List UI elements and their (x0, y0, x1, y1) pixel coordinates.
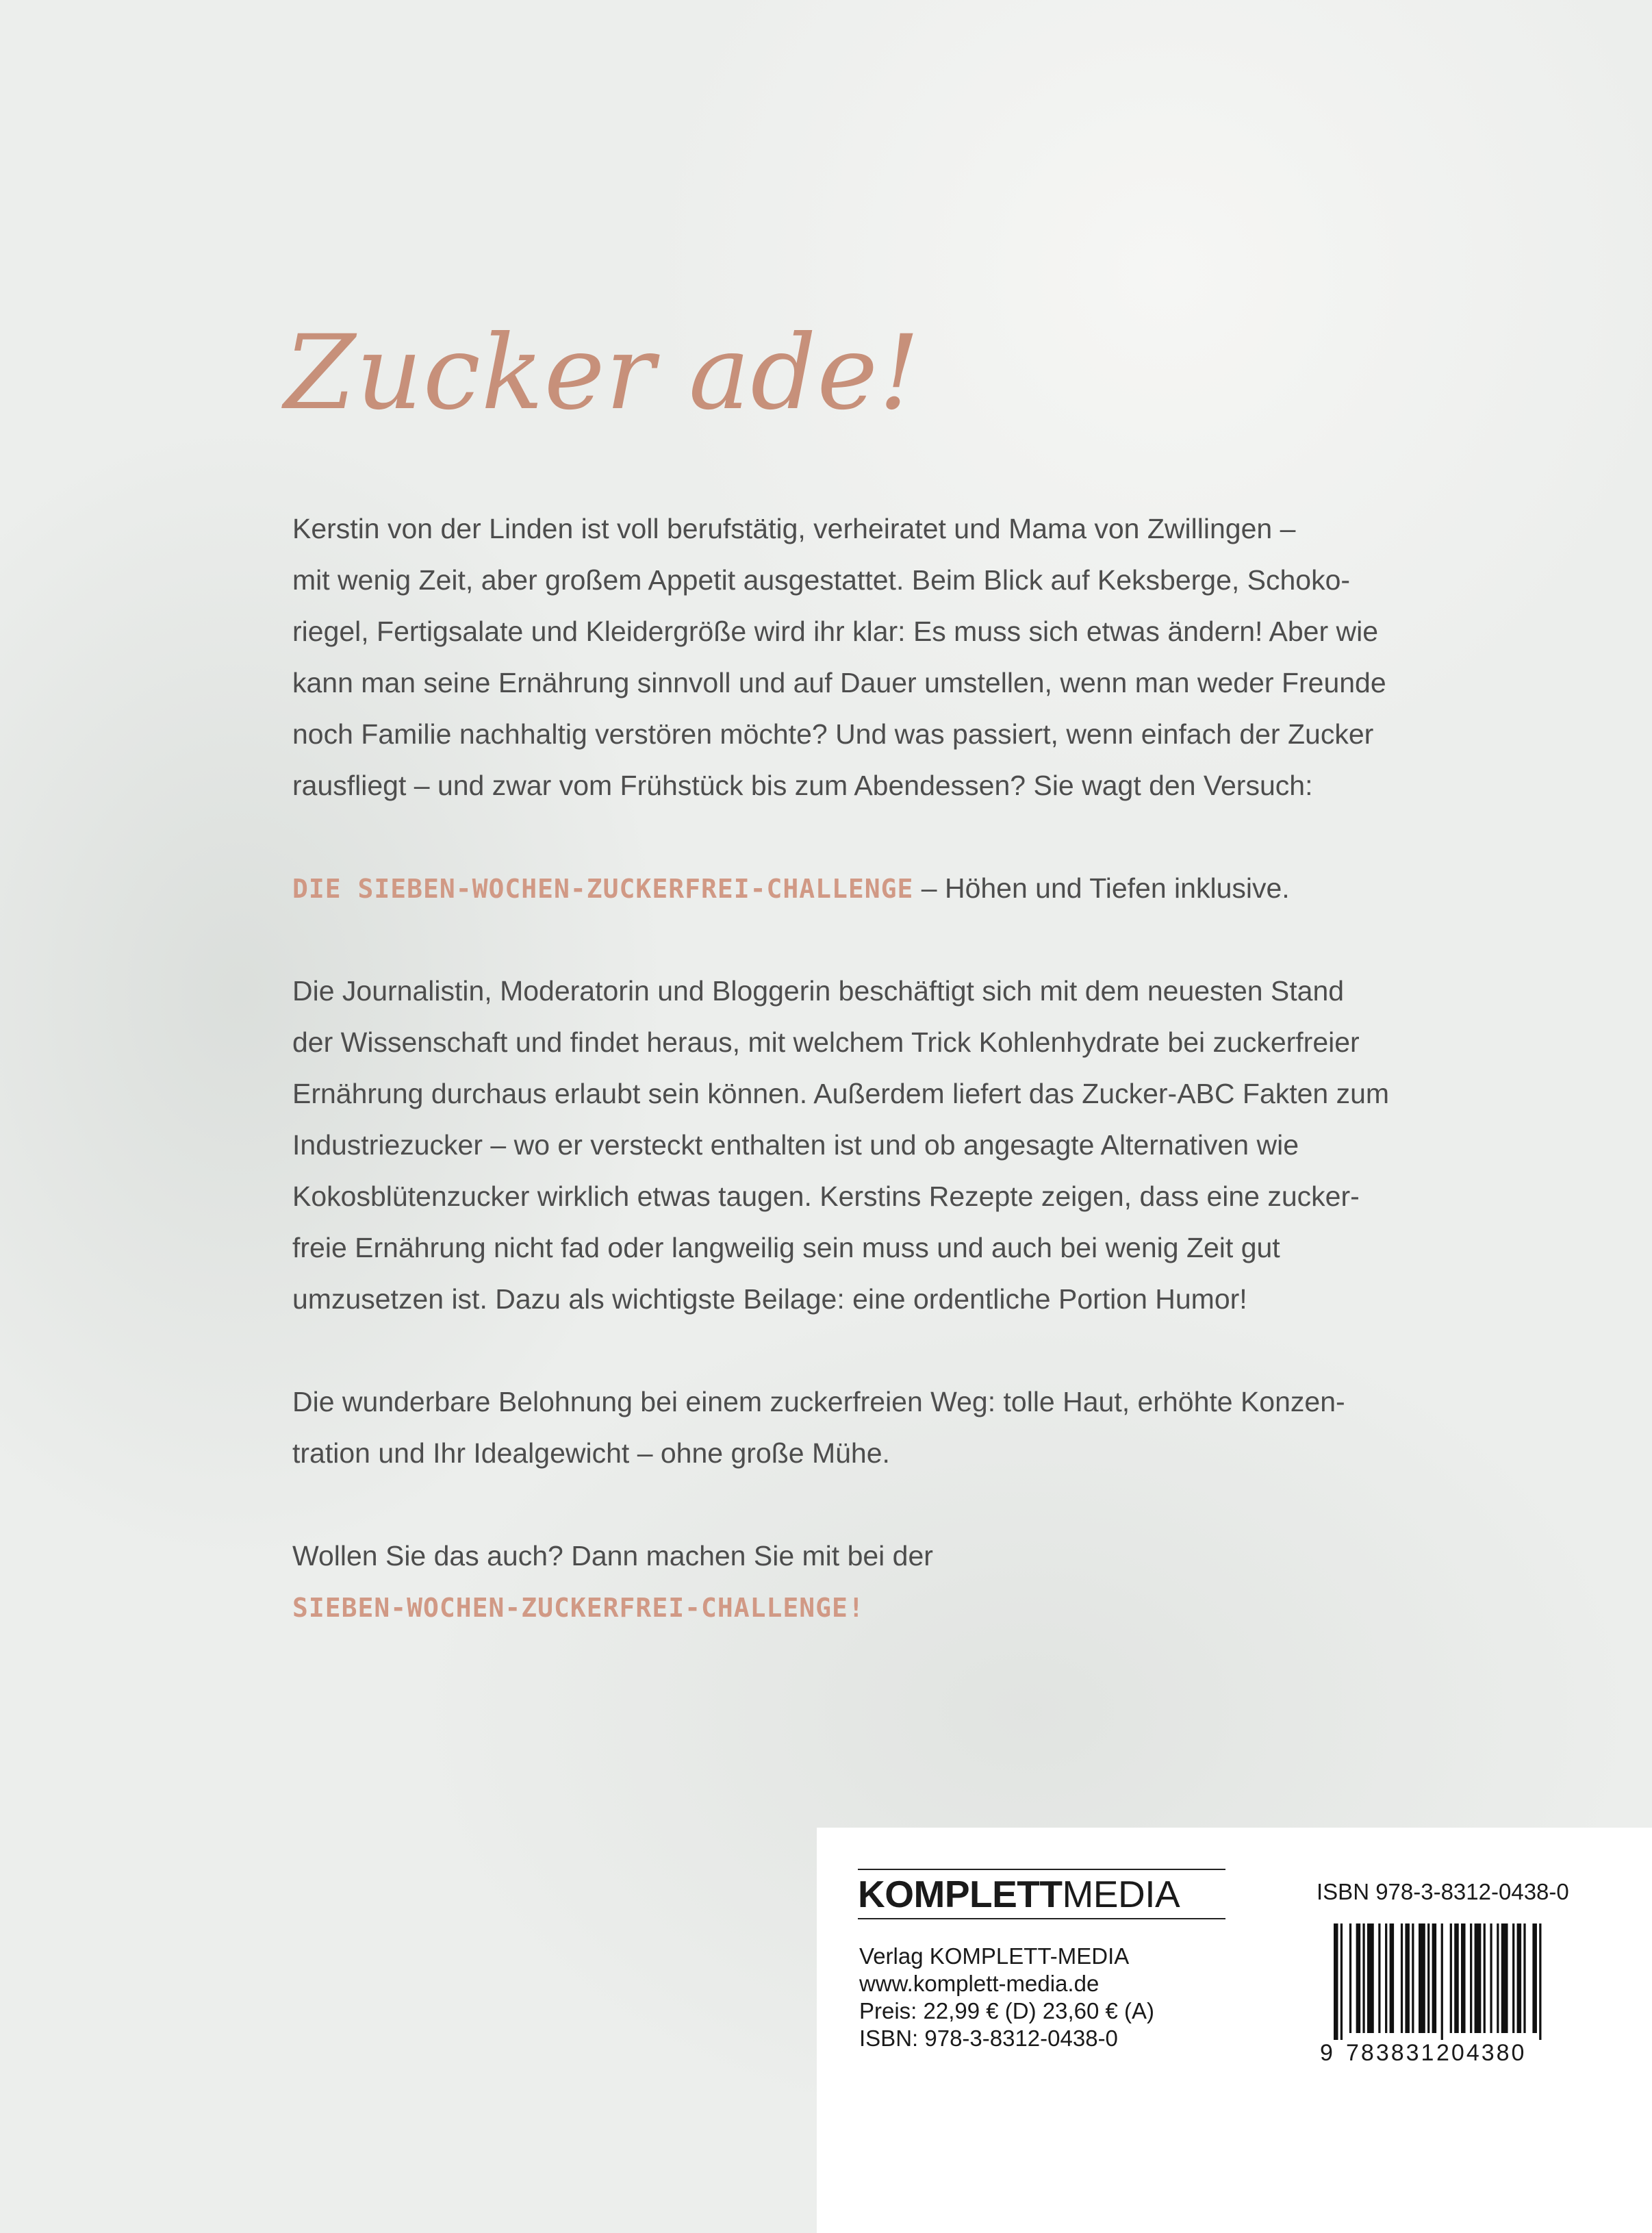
barcode-bar (1523, 1923, 1525, 2033)
barcode-bar (1367, 1923, 1374, 2033)
barcode-bar (1419, 1923, 1425, 2033)
barcode-group-left: 783831 (1346, 2040, 1436, 2066)
reward-paragraph (292, 1376, 1345, 1479)
intro-paragraph (292, 503, 1386, 811)
text-line: mit wenig Zeit, aber großem Appetit ausgestattet. Beim Blick auf Keksberge, Schoko- (292, 564, 1351, 596)
challenge-paragraph (292, 863, 1290, 914)
barcode-bar (1497, 1923, 1499, 2033)
barcode-bar (1539, 1923, 1541, 2040)
publisher-website: www.komplett-media.de (859, 1971, 1100, 1996)
barcode-bar (1401, 1923, 1403, 2033)
barcode-bar (1532, 1923, 1537, 2033)
text-line (292, 863, 1290, 914)
call-to-action-paragraph (292, 1530, 933, 1633)
imprint-box (817, 1828, 1652, 2233)
barcode-bar (1349, 1923, 1351, 2033)
barcode (1334, 1923, 1546, 2040)
text-line: Kokosblütenzucker wirklich etwas taugen. Kerstins Rezepte zeigen, dass eine zucker- (292, 1181, 1360, 1212)
barcode-group-right: 204380 (1436, 2040, 1527, 2066)
text-line: riegel, Fertigsalate und Kleidergröße wird ihr klar: Es muss sich etwas ändern! Aber wie (292, 616, 1379, 647)
barcode-bar (1378, 1923, 1380, 2033)
barcode-bar (1470, 1923, 1472, 2033)
text-line: umzusetzen ist. Dazu als wichtigste Beilage: eine ordentliche Portion Humor! (292, 1283, 1247, 1315)
barcode-bar (1334, 1923, 1338, 2040)
isbn-info: ISBN: 978-3-8312-0438-0 (859, 2026, 1118, 2051)
barcode-bar (1450, 1923, 1452, 2033)
text-line: freie Ernährung nicht fad oder langweilig sein muss und auch bei wenig Zeit gut (292, 1232, 1280, 1263)
barcode-bar (1475, 1923, 1482, 2033)
text-line: Industriezucker – wo er versteckt enthalten ist und ob angesagte Alternativen wie (292, 1129, 1299, 1161)
barcode-bar (1340, 1923, 1343, 2040)
isbn-label: ISBN 978-3-8312-0438-0 (1317, 1879, 1569, 1904)
barcode-bar (1441, 1923, 1443, 2040)
logo-bold-text: KOMPLETT (858, 1873, 1063, 1915)
price-info: Preis: 22,99 € (D) 23,60 € (A) (859, 1998, 1155, 2023)
publisher-name: Verlag KOMPLETT-MEDIA (859, 1943, 1130, 1969)
barcode-bar (1517, 1923, 1522, 2033)
barcode-first-digit: 9 (1320, 2040, 1333, 2066)
barcode-bar (1432, 1923, 1437, 2033)
barcode-bar (1427, 1923, 1429, 2033)
text-line: der Wissenschaft und findet heraus, mit welchem Trick Kohlenhydrate bei zuckerfreier (292, 1026, 1360, 1058)
text-line: Die wunderbare Belohnung bei einem zuckerfreien Weg: tolle Haut, erhöhte Konzen- (292, 1386, 1345, 1417)
text-line: kann man seine Ernährung sinnvoll und auf Dauer umstellen, wenn man weder Freunde (292, 667, 1386, 698)
text-line: Kerstin von der Linden ist voll berufstätig, verheiratet und Mama von Zwillingen – (292, 513, 1296, 544)
text-line: tration und Ihr Idealgewicht – ohne große Mühe. (292, 1437, 890, 1469)
challenge-highlight-final: SIEBEN-WOCHEN-ZUCKERFREI-CHALLENGE! (292, 1593, 865, 1623)
barcode-bar (1356, 1923, 1361, 2033)
barcode-bar (1405, 1923, 1410, 2033)
barcode-bar (1512, 1923, 1514, 2033)
barcode-bar (1454, 1923, 1459, 2033)
headline: Zucker ade! (284, 314, 921, 433)
barcode-bar (1461, 1923, 1466, 2033)
challenge-highlight: DIE SIEBEN-WOCHEN-ZUCKERFREI-CHALLENGE (292, 874, 914, 904)
barcode-bar (1490, 1923, 1492, 2033)
barcode-bar (1412, 1923, 1414, 2033)
text-line (292, 1582, 933, 1633)
logo-light-text: MEDIA (1062, 1873, 1180, 1915)
text-line: noch Familie nachhaltig verstören möchte? Und was passiert, wenn einfach der Zucker (292, 718, 1374, 750)
challenge-suffix: – Höhen und Tiefen inklusive. (913, 872, 1290, 904)
barcode-bar (1484, 1923, 1486, 2033)
text-line: Wollen Sie das auch? Dann machen Sie mit bei der (292, 1540, 933, 1572)
publisher-logo (858, 1869, 1225, 1919)
publisher-info (859, 1943, 1154, 2052)
barcode-bar (1501, 1923, 1508, 2033)
description-paragraph (292, 966, 1389, 1325)
text-line: rausfliegt – und zwar vom Frühstück bis zum Abendessen? Sie wagt den Versuch: (292, 770, 1313, 801)
text-line: Ernährung durchaus erlaubt sein können. Außerdem liefert das Zucker-ABC Fakten zum (292, 1078, 1390, 1109)
text-line: Die Journalistin, Moderatorin und Bloggerin beschäftigt sich mit dem neuesten Stand (292, 975, 1345, 1007)
barcode-bar (1390, 1923, 1395, 2033)
barcode-bar (1385, 1923, 1387, 2033)
barcode-bar (1362, 1923, 1364, 2033)
